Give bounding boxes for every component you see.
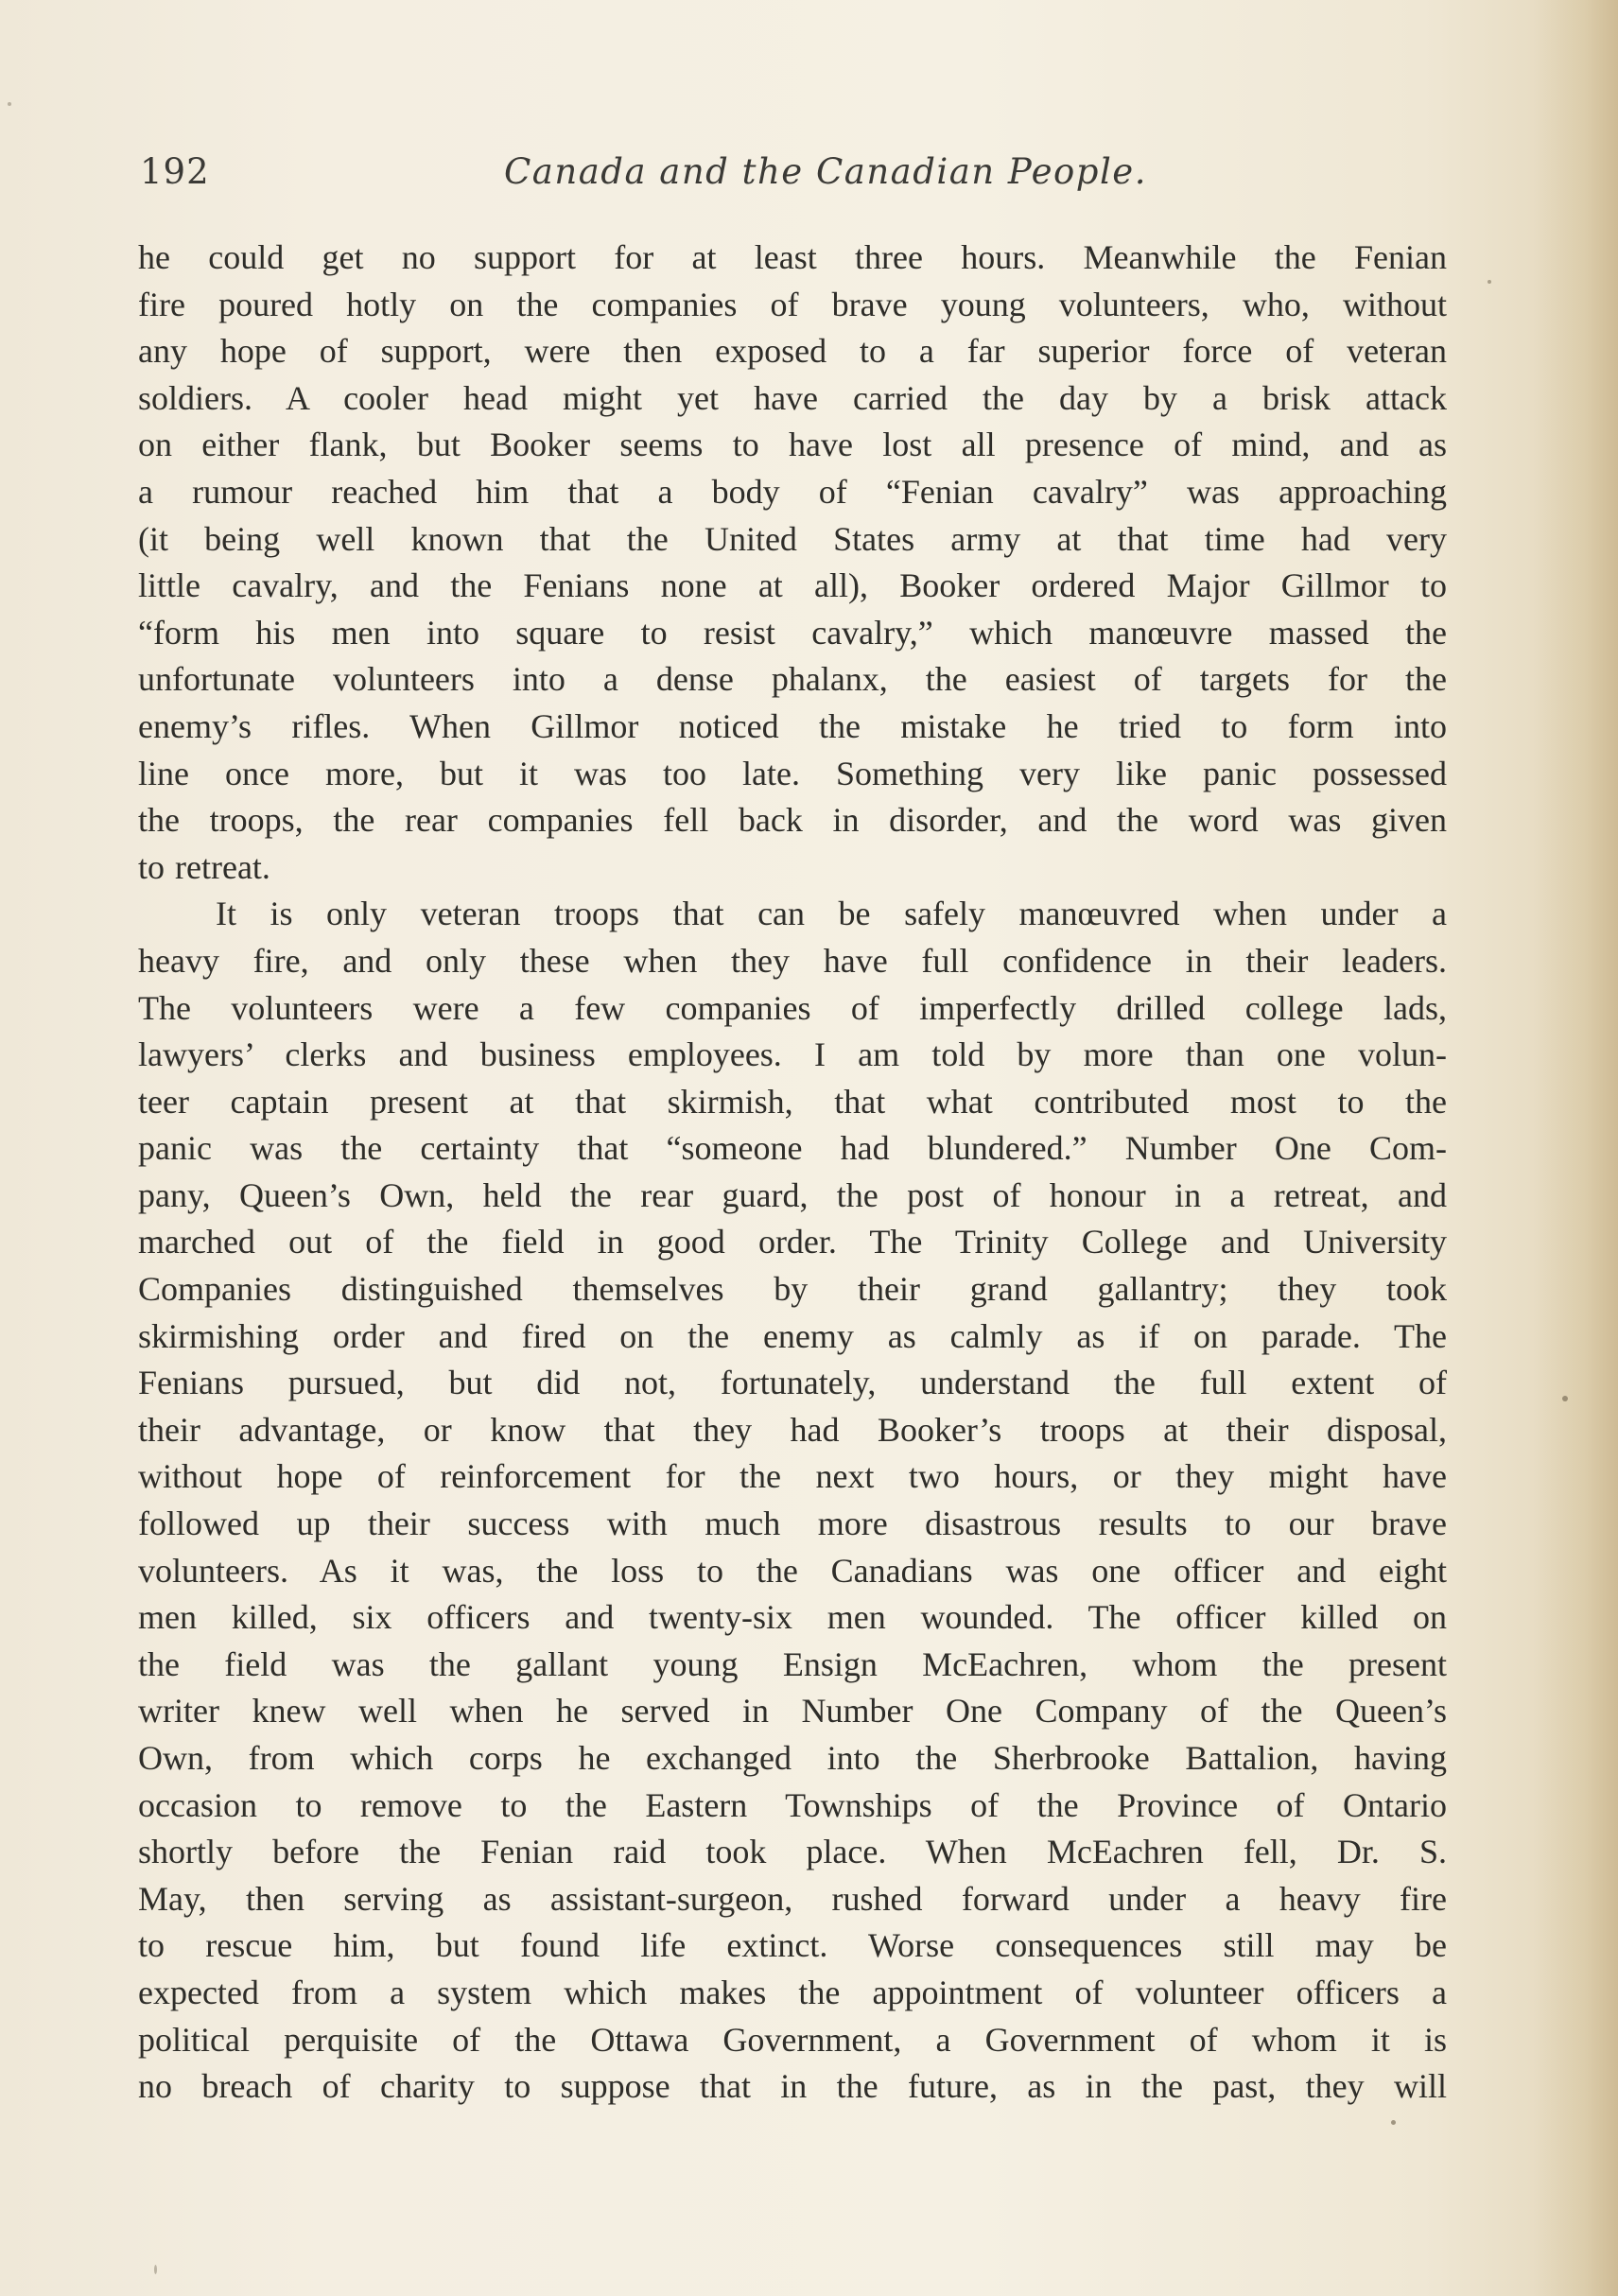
text-line: heavy fire, and only these when they have full confidence in their leaders. [138,941,1447,980]
page-header [140,151,1445,208]
text-line: fire poured hotly on the companies of brave young volunteers, who, without [138,285,1447,323]
paper-speck [1562,1396,1568,1401]
text-line: enemy’s rifles. When Gillmor noticed the mistake he tried to form into [138,706,1447,745]
text-line: he could get no support for at least three hours. Meanwhile the Fenian [138,238,1447,276]
text-line: soldiers. A cooler head might yet have carried the day by a brisk attack [138,378,1447,417]
text-line: shortly before the Fenian raid took place. When McEachren fell, Dr. S. [138,1833,1447,1871]
page-number: 192 [140,151,210,192]
text-line: their advantage, or know that they had Booker’s troops at their disposal, [138,1410,1447,1449]
paper-speck [1391,2120,1396,2125]
text-line: It is only veteran troops that can be safely manœuvred when under a [216,895,1447,933]
text-line: without hope of reinforcement for the next two hours, or they might have [138,1457,1447,1496]
text-line: pany, Queen’s Own, held the rear guard, the post of honour in a retreat, and [138,1175,1447,1214]
text-line: Own, from which corps he exchanged into the Sherbrooke Battalion, having [138,1739,1447,1777]
text-line: political perquisite of the Ottawa Government, a Government of whom it is [138,2020,1447,2059]
text-line: (it being well known that the United States army at that time had very [138,519,1447,558]
text-line: writer knew well when he served in Number One Company of the Queen’s [138,1692,1447,1731]
text-line: the field was the gallant young Ensign McEachren, whom the present [138,1644,1447,1683]
text-line: unfortunate volunteers into a dense phalanx, the easiest of targets for the [138,660,1447,699]
text-line: expected from a system which makes the appointment of volunteer officers a [138,1973,1447,2011]
text-line: occasion to remove to the Eastern Townships of the Province of Ontario [138,1785,1447,1824]
text-line: The volunteers were a few companies of imperfectly drilled college lads, [138,988,1447,1027]
text-line: skirmishing order and fired on the enemy as calmly as if on parade. The [138,1316,1447,1355]
text-line: no breach of charity to suppose that in the future, as in the past, they will [138,2067,1447,2106]
text-line: followed up their success with much more disastrous results to our brave [138,1505,1447,1543]
text-line: to retreat. [138,847,270,886]
paper-speck [1488,280,1491,284]
text-line: to rescue him, but found life extinct. Worse consequences still may be [138,1926,1447,1965]
paper-speck [154,2265,157,2274]
text-line: any hope of support, were then exposed to a far superior force of veteran [138,332,1447,371]
text-line: on either flank, but Booker seems to have lost all presence of mind, and as [138,426,1447,464]
text-line: Fenians pursued, but did not, fortunately, understand the full extent of [138,1364,1447,1402]
paper-speck [8,102,11,106]
text-line: “form his men into square to resist cavalry,” which manœuvre massed the [138,613,1447,652]
text-line: teer captain present at that skirmish, that what contributed most to the [138,1082,1447,1121]
text-line: Companies distinguished themselves by their grand gallantry; they took [138,1270,1447,1309]
text-line: a rumour reached him that a body of “Fenian cavalry” was approaching [138,472,1447,511]
text-line: May, then serving as assistant-surgeon, rushed forward under a heavy fire [138,1879,1447,1918]
text-line: lawyers’ clerks and business employees. I am told by more than one volun- [138,1035,1447,1074]
body-text [138,235,1447,2111]
text-line: the troops, the rear companies fell back in disorder, and the word was given [138,801,1447,840]
text-line: line once more, but it was too late. Something very like panic possessed [138,754,1447,792]
text-line: little cavalry, and the Fenians none at all), Booker ordered Major Gillmor to [138,566,1447,605]
text-line: panic was the certainty that “someone had blundered.” Number One Com- [138,1129,1447,1168]
running-head: Canada and the Canadian People. [504,151,1147,192]
text-line: men killed, six officers and twenty-six men wounded. The officer killed on [138,1598,1447,1637]
page-gutter-shadow [1533,0,1618,2296]
text-line: marched out of the field in good order. The Trinity College and University [138,1223,1447,1261]
text-line: volunteers. As it was, the loss to the Canadians was one officer and eight [138,1551,1447,1590]
